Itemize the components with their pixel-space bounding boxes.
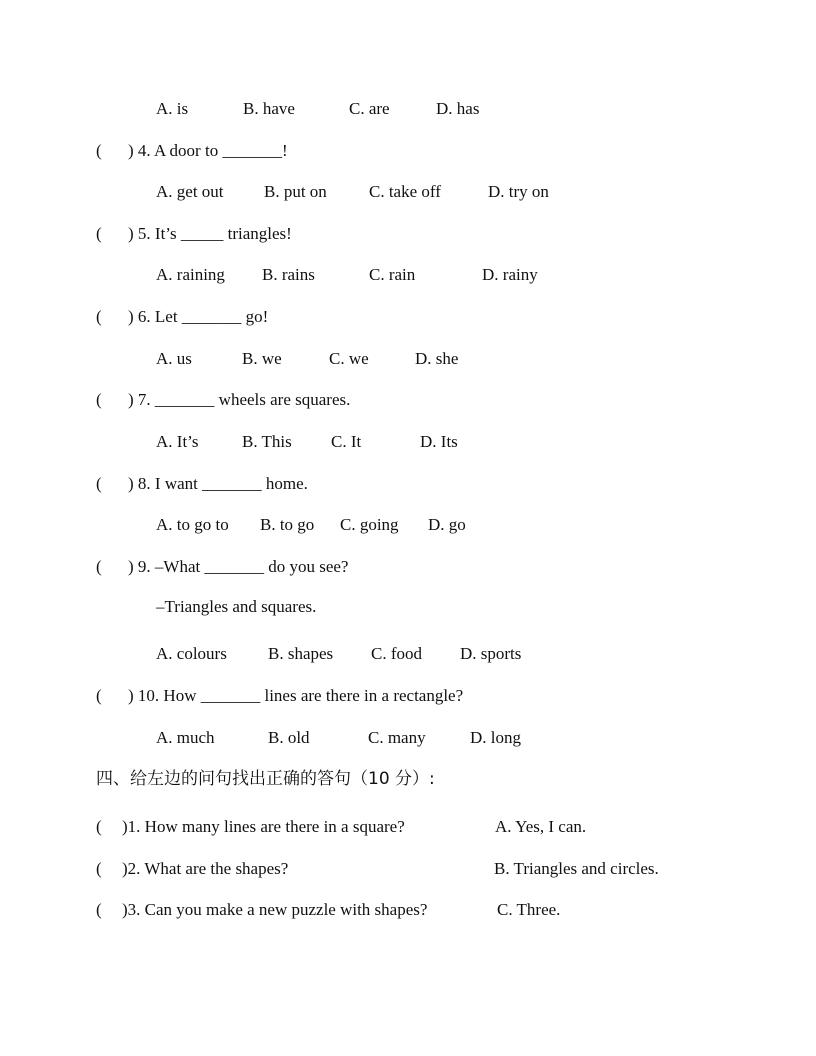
question-text: )3. Can you make a new puzzle with shapes? [122, 900, 428, 919]
answer-paren[interactable]: ( [96, 307, 102, 326]
section-heading: 四、给左边的问句找出正确的答句（10 分）: [96, 769, 435, 789]
option-c: C. rain [369, 265, 416, 284]
option-c: C. It [331, 432, 362, 451]
option-d: D. Its [420, 432, 458, 451]
option-d: D. she [415, 349, 459, 368]
question-text: ) 4. A door to _______! [128, 141, 288, 160]
question-text: ) 5. It’s _____ triangles! [128, 224, 292, 243]
answer-paren[interactable]: ( [96, 141, 102, 160]
option-d: D. long [470, 728, 521, 747]
option-d: D. sports [460, 644, 522, 663]
question-text: ) 7. _______ wheels are squares. [128, 390, 351, 409]
option-a: A. raining [156, 265, 225, 284]
answer-text: A. Yes, I can. [495, 817, 587, 836]
question-response: –Triangles and squares. [156, 597, 317, 616]
answer-text: B. Triangles and circles. [494, 859, 659, 878]
option-d: D. has [436, 99, 480, 118]
question-text: ) 10. How _______ lines are there in a rectangle? [128, 686, 464, 705]
question-text: ) 8. I want _______ home. [128, 474, 308, 493]
option-b: B. shapes [268, 644, 334, 663]
answer-paren[interactable]: ( [96, 390, 102, 409]
question-text: ) 6. Let _______ go! [128, 307, 269, 326]
option-d: D. try on [488, 182, 549, 201]
option-b: B. to go [260, 515, 315, 534]
option-b: B. have [243, 99, 295, 118]
question-text: )2. What are the shapes? [122, 859, 289, 878]
answer-paren[interactable]: ( [96, 686, 102, 705]
option-d: D. go [428, 515, 466, 534]
answer-paren[interactable]: ( [96, 817, 102, 836]
answer-paren[interactable]: ( [96, 557, 102, 576]
option-c: C. are [349, 99, 390, 118]
answer-paren[interactable]: ( [96, 859, 102, 878]
option-a: A. to go to [156, 515, 229, 534]
option-c: C. going [340, 515, 399, 534]
option-b: B. This [242, 432, 292, 451]
option-c: C. we [329, 349, 369, 368]
question-text: ) 9. –What _______ do you see? [128, 557, 349, 576]
option-b: B. rains [262, 265, 315, 284]
answer-paren[interactable]: ( [96, 224, 102, 243]
option-a: A. It’s [156, 432, 199, 451]
answer-paren[interactable]: ( [96, 900, 102, 919]
option-b: B. put on [264, 182, 327, 201]
option-b: B. we [242, 349, 282, 368]
answer-text: C. Three. [497, 900, 561, 919]
option-c: C. food [371, 644, 422, 663]
option-a: A. get out [156, 182, 224, 201]
option-a: A. is [156, 99, 189, 118]
option-c: C. take off [369, 182, 441, 201]
option-b: B. old [268, 728, 310, 747]
option-a: A. colours [156, 644, 227, 663]
option-d: D. rainy [482, 265, 538, 284]
option-a: A. us [156, 349, 192, 368]
option-c: C. many [368, 728, 426, 747]
question-text: )1. How many lines are there in a square? [122, 817, 405, 836]
option-a: A. much [156, 728, 215, 747]
answer-paren[interactable]: ( [96, 474, 102, 493]
